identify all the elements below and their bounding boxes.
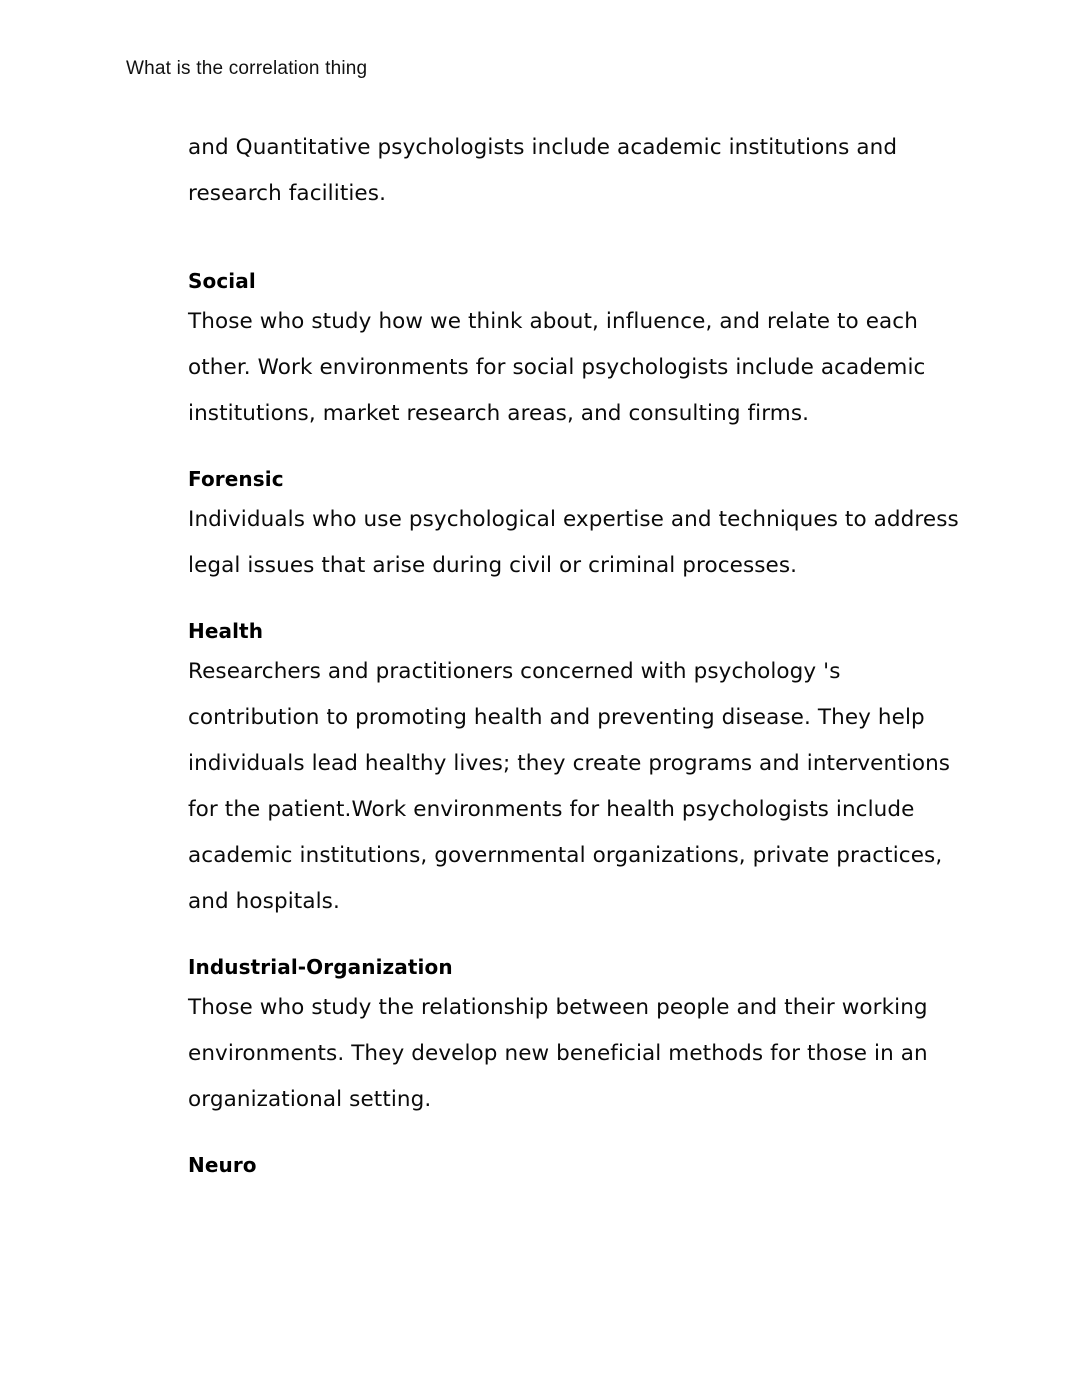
section-body: Individuals who use psychological expertise and techniques to address legal issues that arise during civil or criminal processes. bbox=[188, 507, 959, 578]
section-heading: Neuro bbox=[188, 1153, 257, 1177]
section-forensic bbox=[188, 463, 960, 589]
section-body: Those who study the relationship between people and their working environments. They develop new beneficial methods for those in an organizational setting. bbox=[188, 995, 928, 1112]
section-neuro bbox=[188, 1149, 960, 1181]
page-header-title: What is the correlation thing bbox=[126, 58, 368, 79]
section-heading: Health bbox=[188, 619, 264, 643]
section-heading: Forensic bbox=[188, 467, 284, 491]
intro-paragraph: and Quantitative psychologists include academic institutions and research facilities. bbox=[188, 135, 898, 206]
section-body: Researchers and practitioners concerned with psychology 's contribution to promoting health and preventing disease. They help individuals lead healthy lives; they create programs and interventions for the patient.Work environments for health psychologists include academic institutions, governmental organizations, private practices, and hospitals. bbox=[188, 659, 951, 914]
section-health bbox=[188, 615, 960, 925]
section-social bbox=[188, 265, 960, 437]
section-heading: Industrial-Organization bbox=[188, 955, 453, 979]
section-body: Those who study how we think about, influence, and relate to each other. Work environments for social psychologists include academic institutions, market research areas, and consulting firms. bbox=[188, 309, 926, 426]
section-industrial-organization bbox=[188, 951, 960, 1123]
section-heading: Social bbox=[188, 269, 256, 293]
document-body bbox=[188, 125, 960, 1207]
